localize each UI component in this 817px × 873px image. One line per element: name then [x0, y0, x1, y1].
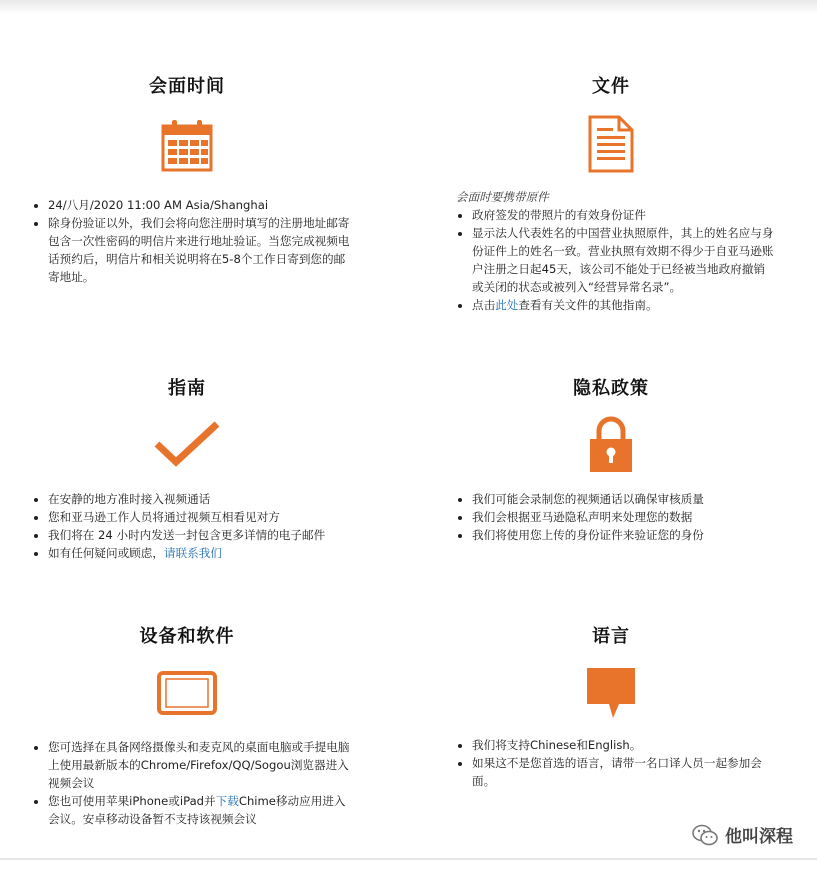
top-shadow — [0, 0, 817, 14]
section-title-guide: 指南 — [168, 378, 206, 399]
contact-us-link[interactable]: 请联系我们 — [163, 546, 222, 560]
watermark-text: 他叫深程 — [725, 827, 793, 847]
list-item — [48, 792, 350, 828]
devices-section — [24, 622, 350, 828]
documents-section — [448, 72, 774, 314]
calendar-icon — [159, 118, 215, 174]
section-title-privacy: 隐私政策 — [573, 378, 649, 399]
meeting-time-section — [24, 72, 350, 286]
list-item: • 政府签发的带照片的有效身份证件 — [472, 206, 774, 224]
section-title-devices: 设备和软件 — [139, 626, 235, 647]
checkmark-icon — [152, 418, 222, 470]
privacy-section — [448, 374, 774, 544]
item-text: Chime移动应用进入会议。安卓移动设备暂不支持该视频会议 — [48, 794, 346, 826]
section-title-meeting-time: 会面时间 — [149, 76, 225, 97]
bottom-divider — [0, 858, 817, 860]
speech-bubble-icon — [585, 666, 637, 720]
list-item: • 除身份验证以外，我们会将向您注册时填写的注册地址邮寄包含一次性密码的明信片来进行地址验证。当您完成视频电话预约后，明信片和相关说明将在5-8个工作日寄到您的邮寄地址。 — [48, 214, 350, 286]
list-item: • 如果这不是您首选的语言，请带一名口译人员一起参加会面。 — [472, 754, 774, 790]
list-item — [48, 544, 350, 562]
list-item: • 24/八月/2020 11:00 AM Asia/Shanghai — [48, 196, 350, 214]
language-section — [448, 622, 774, 790]
item-text: 点击 — [472, 298, 496, 312]
item-text: 如有任何疑问或顾虑， — [48, 546, 164, 560]
guide-section — [24, 374, 350, 562]
wechat-icon — [691, 823, 719, 847]
download-link[interactable]: 下载 — [215, 794, 239, 808]
documents-guide-link[interactable]: 此处 — [495, 298, 519, 312]
lock-icon — [588, 414, 634, 474]
list-item: • 我们将支持Chinese和English。 — [472, 736, 774, 754]
documents-note: 会面时要携带原件 — [456, 190, 549, 204]
section-title-documents: 文件 — [592, 76, 630, 97]
list-item: • 我们将在 24 小时内发送一封包含更多详情的电子邮件 — [48, 526, 350, 544]
list-item: • 我们将使用您上传的身份证件来验证您的身份 — [472, 526, 774, 544]
section-title-language: 语言 — [592, 626, 630, 647]
list-item: • 在安静的地方准时接入视频通话 — [48, 490, 350, 508]
document-icon — [587, 114, 635, 174]
list-item: • 我们会根据亚马逊隐私声明来处理您的数据 — [472, 508, 774, 526]
watermark — [691, 822, 793, 847]
item-text: 查看有关文件的其他指南。 — [518, 298, 658, 312]
tablet-icon — [156, 670, 218, 716]
list-item: • 显示法人代表姓名的中国营业执照原件，其上的姓名应与身份证件上的姓名一致。营业执照有效期不得少于自亚马逊账户注册之日起45天，该公司不能处于已经被当地政府撤销或关闭的状态或被列入“经营异常名录”。 — [472, 224, 774, 296]
item-text: 您也可使用苹果iPhone或iPad并 — [48, 794, 216, 808]
list-item: • 您和亚马逊工作人员将通过视频互相看见对方 — [48, 508, 350, 526]
list-item: • 我们可能会录制您的视频通话以确保审核质量 — [472, 490, 774, 508]
list-item: • 您可选择在具备网络摄像头和麦克风的桌面电脑或手提电脑上使用最新版本的Chrome/Firefox/QQ/Sogou浏览器进入视频会议 — [48, 738, 350, 792]
list-item — [472, 296, 774, 314]
